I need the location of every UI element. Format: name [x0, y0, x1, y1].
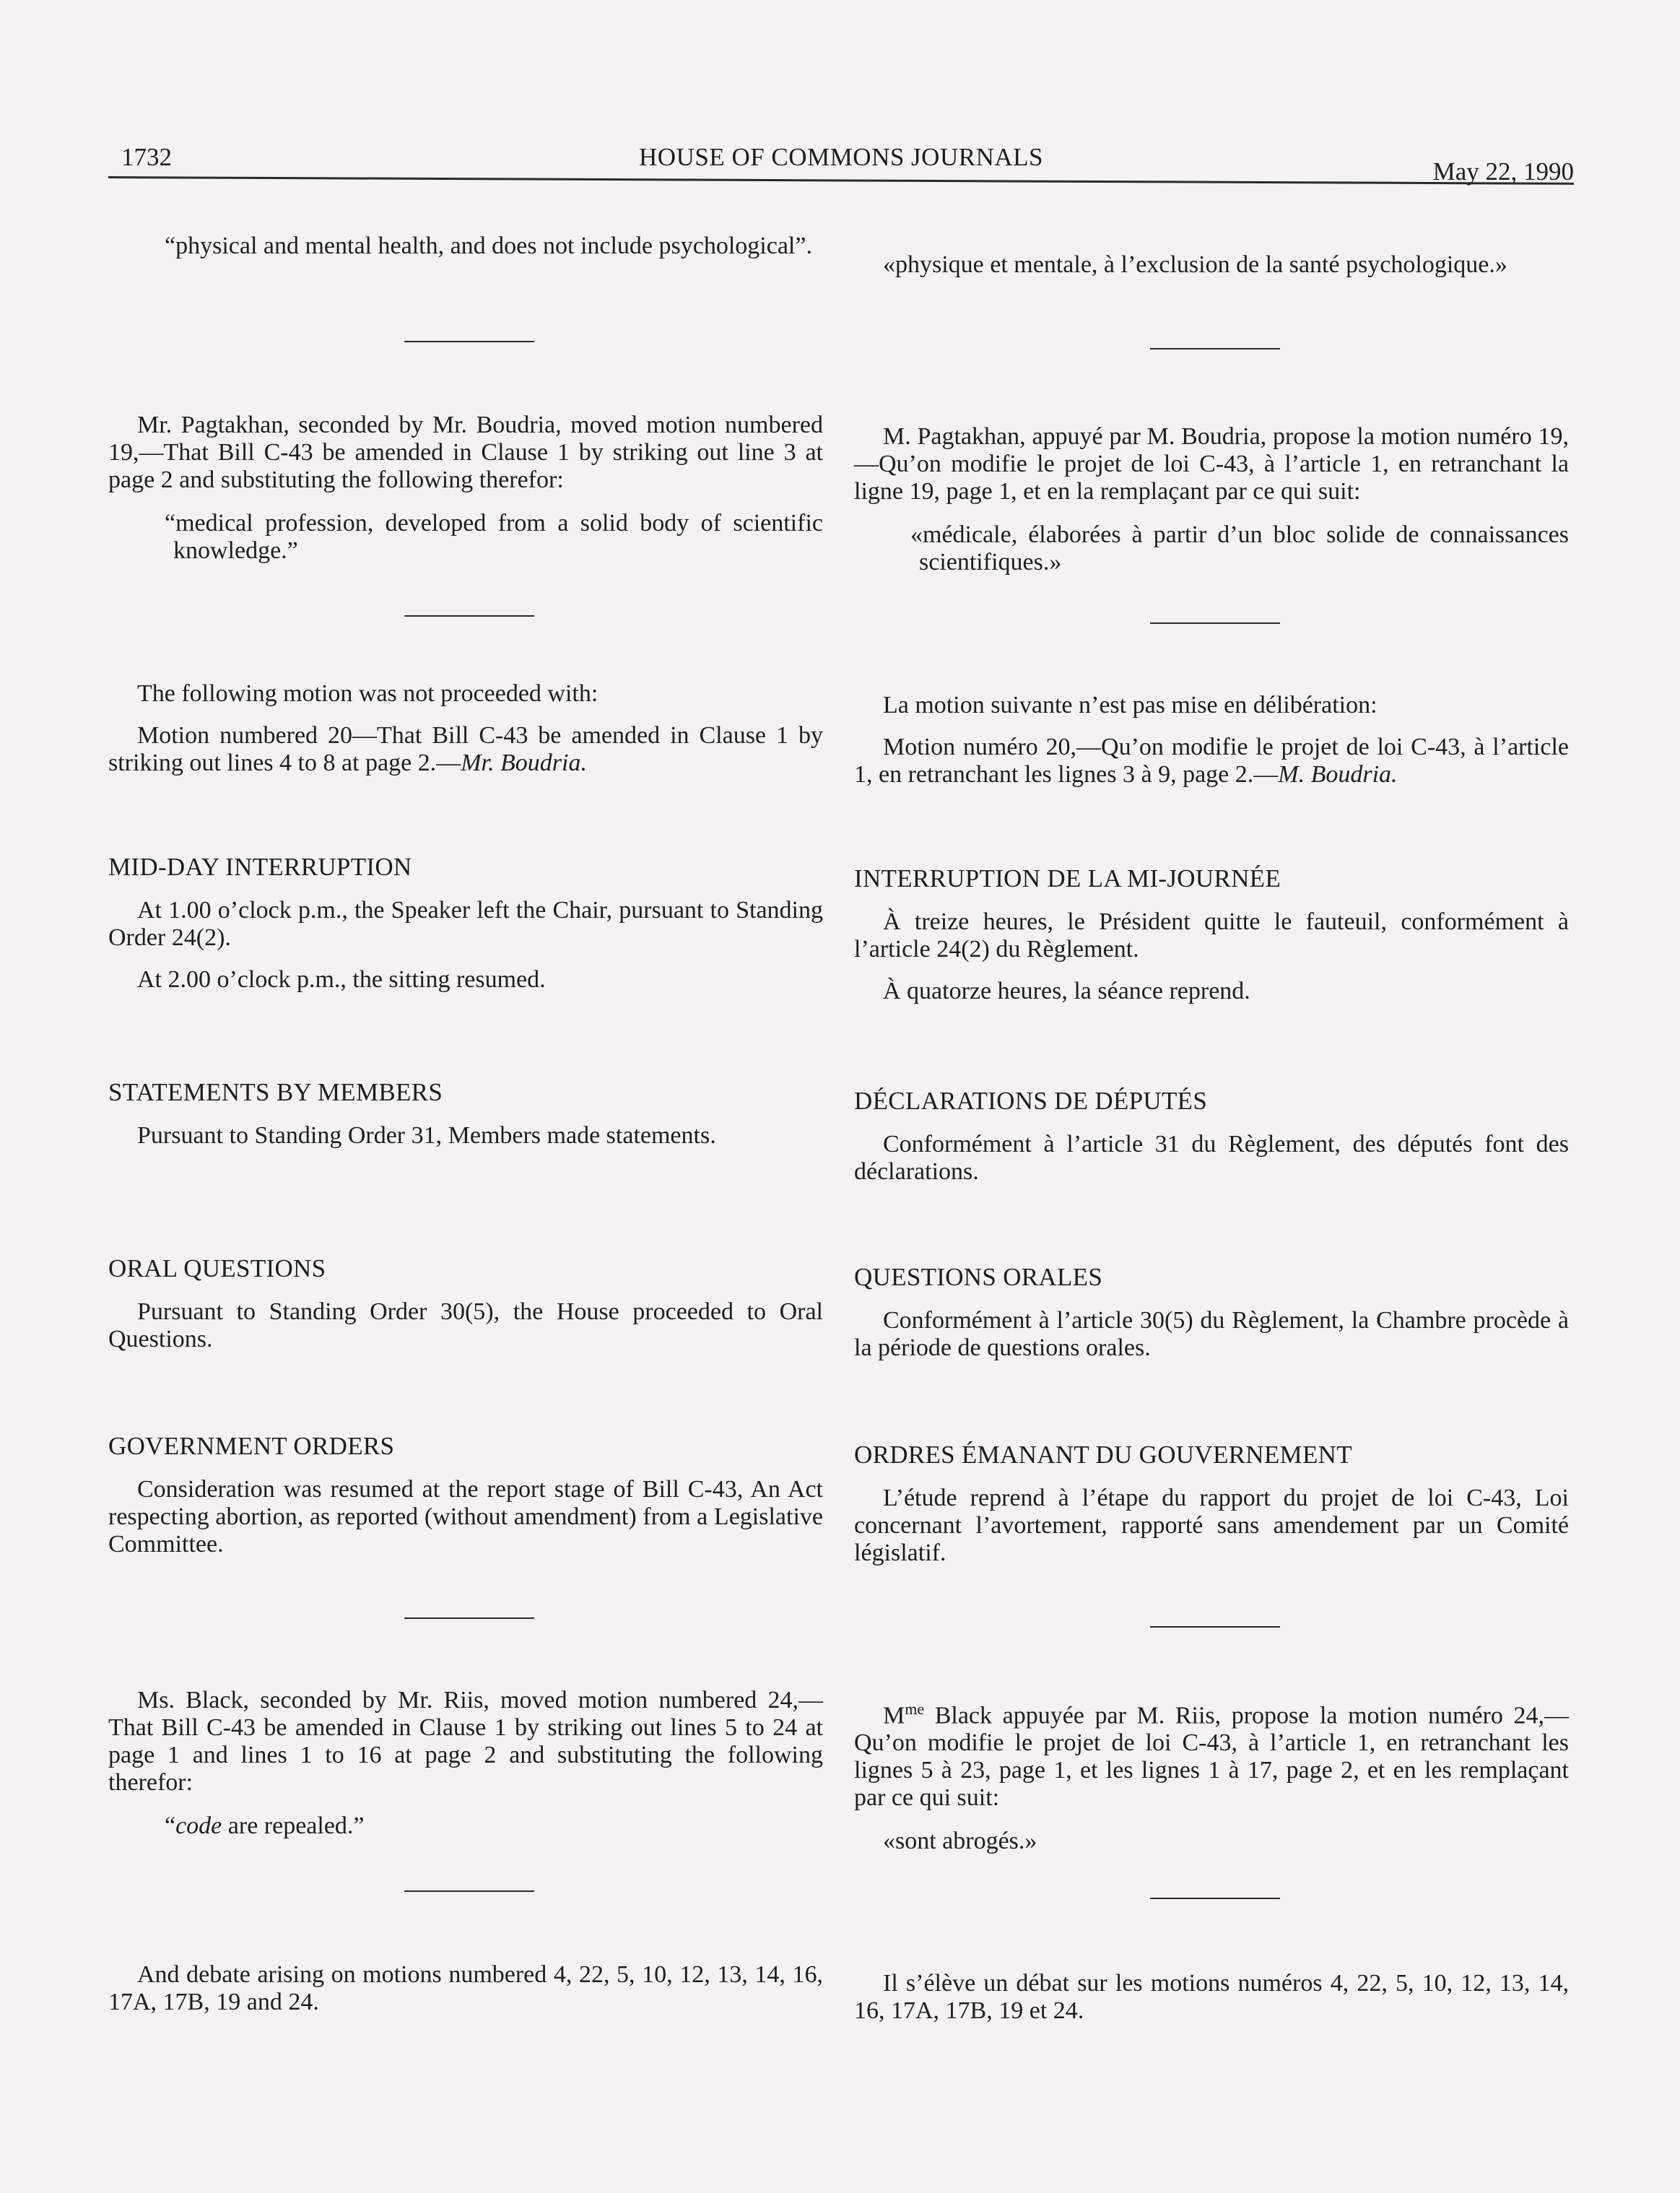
motion-24-body: Black appuyée par M. Riis, propose la motion numéro 24,—Qu’on modifie le projet de loi C-43, à l’article 1, en retranchant les lignes 5 à 23, page 1, et les lignes 1 à 17, page 2, et en les remplaçant par ce qui suit: — [854, 1702, 1569, 1812]
page-header — [108, 142, 1574, 186]
journal-date: May 22, 1990 — [1432, 157, 1574, 186]
quote-text: «médicale, élaborées à partir d’un bloc solide de connaissances scientifiques.» — [910, 521, 1569, 576]
statements-section — [108, 1079, 823, 1150]
oral-questions-section — [854, 1264, 1569, 1362]
paragraph: À quatorze heures, la séance reprend. — [883, 978, 1250, 1004]
separator-rule — [404, 1890, 534, 1892]
motion-20-text — [108, 722, 823, 777]
section-heading: INTERRUPTION DE LA MI-JOURNÉE — [854, 864, 1281, 893]
debate-text: And debate arising on motions numbered 4, 22, 5, 10, 12, 13, 14, 16, 17A, 17B, 19 and 24. — [108, 1961, 823, 2015]
motion-24-block — [854, 1695, 1569, 1855]
title-prefix: M — [883, 1702, 905, 1729]
quote-block — [108, 233, 823, 260]
section-heading: STATEMENTS BY MEMBERS — [108, 1078, 443, 1106]
section-heading: ORDRES ÉMANANT DU GOUVERNEMENT — [854, 1441, 1352, 1469]
paragraph: À treize heures, le Président quitte le fauteuil, conformément à l’article 24(2) du Règlement. — [854, 908, 1569, 963]
not-proceeded-text: La motion suivante n’est pas mise en délibération: — [883, 692, 1377, 718]
paragraph: Conformément à l’article 31 du Règlement, des députés font des déclarations. — [854, 1131, 1569, 1185]
motion-20-text — [854, 734, 1569, 789]
motion-24-block — [108, 1687, 823, 1840]
separator-rule — [1150, 622, 1280, 624]
title-superscript: me — [905, 1700, 925, 1718]
motion-24-text: Ms. Black, seconded by Mr. Riis, moved motion numbered 24,—That Bill C-43 be amended in Clause 1 by striking out lines 5 to 24 at page 1 and lines 1 to 16 at page 2 and substituting the following therefor: — [108, 1687, 823, 1796]
quote-open: “ — [165, 1812, 176, 1839]
not-proceeded-block — [854, 692, 1569, 789]
separator-rule — [404, 615, 534, 617]
motion-19-text: Mr. Pagtakhan, seconded by Mr. Boudria, moved motion numbered 19,—That Bill C-43 be amended in Clause 1 by striking out line 3 at page 2 and substituting the following therefor: — [108, 412, 823, 493]
quote-text: «sont abrogés.» — [883, 1828, 1037, 1855]
midday-section — [108, 854, 823, 994]
quote-text: «physique et mentale, à l’exclusion de la santé psychologique.» — [883, 251, 1507, 278]
paragraph: At 1.00 o’clock p.m., the Speaker left the Chair, pursuant to Standing Order 24(2). — [108, 897, 823, 951]
motion-20-body: Motion numbered 20—That Bill C-43 be amended in Clause 1 by striking out lines 4 to 8 at page 2.— — [108, 722, 823, 776]
section-heading: DÉCLARATIONS DE DÉPUTÉS — [854, 1087, 1208, 1115]
journal-title: HOUSE OF COMMONS JOURNALS — [639, 143, 1043, 171]
section-heading: MID-DAY INTERRUPTION — [108, 853, 412, 881]
section-heading: ORAL QUESTIONS — [108, 1254, 326, 1282]
government-orders-section — [854, 1441, 1569, 1567]
header-rule — [108, 176, 1574, 185]
separator-rule — [404, 1617, 534, 1619]
section-heading: GOVERNMENT ORDERS — [108, 1432, 395, 1460]
debate-block — [854, 1970, 1569, 2025]
separator-rule — [1150, 1626, 1280, 1628]
debate-block — [108, 1961, 823, 2016]
not-proceeded-block — [108, 680, 823, 777]
motion-24-text — [854, 1695, 1569, 1812]
paragraph: Consideration was resumed at the report stage of Bill C-43, An Act respecting abortion, as reported (without amendment) from a Legislative Committee. — [108, 1476, 823, 1558]
paragraph: Pursuant to Standing Order 31, Members made statements. — [137, 1122, 716, 1149]
motion-20-author: M. Boudria. — [1278, 761, 1398, 788]
paragraph: Conformément à l’article 30(5) du Règlement, la Chambre procède à la période de questions orales. — [854, 1307, 1569, 1361]
paragraph: L’étude reprend à l’étape du rapport du projet de loi C-43, Loi concernant l’avortement, rapporté sans amendement par un Comité législatif. — [854, 1485, 1569, 1566]
paragraph: At 2.00 o’clock p.m., the sitting resumed. — [137, 966, 546, 993]
quote-rest: are repealed.” — [222, 1812, 365, 1839]
page-number: 1732 — [121, 143, 172, 171]
government-orders-section — [108, 1433, 823, 1558]
quote-text — [108, 1812, 823, 1840]
midday-section — [854, 865, 1569, 1005]
quote-block — [854, 251, 1569, 279]
separator-rule — [1150, 1898, 1280, 1899]
motion-19-block — [108, 412, 823, 565]
paragraph: Pursuant to Standing Order 30(5), the House proceeded to Oral Questions. — [108, 1298, 823, 1352]
quote-italic-word: code — [175, 1812, 222, 1839]
separator-rule — [404, 341, 534, 342]
statements-section — [854, 1087, 1569, 1186]
motion-19-block — [854, 423, 1569, 576]
section-heading: QUESTIONS ORALES — [854, 1263, 1103, 1291]
motion-20-body: Motion numéro 20,—Qu’on modifie le projet de loi C-43, à l’article 1, en retranchant les lignes 3 à 9, page 2.— — [854, 734, 1569, 788]
debate-text: Il s’élève un débat sur les motions numéros 4, 22, 5, 10, 12, 13, 14, 16, 17A, 17B, 19 et 24. — [854, 1970, 1569, 2024]
not-proceeded-text: The following motion was not proceeded with: — [137, 680, 599, 707]
quote-text: “physical and mental health, and does not include psychological”. — [165, 233, 812, 259]
motion-19-text: M. Pagtakhan, appuyé par M. Boudria, propose la motion numéro 19,—Qu’on modifie le projet de loi C-43, à l’article 1, en retranchant la ligne 19, page 1, et en la remplaçant par ce qui suit: — [854, 423, 1569, 505]
motion-20-author: Mr. Boudria. — [461, 750, 587, 776]
quote-text: “medical profession, developed from a solid body of scientific knowledge.” — [165, 510, 823, 564]
oral-questions-section — [108, 1255, 823, 1353]
separator-rule — [1150, 348, 1280, 349]
